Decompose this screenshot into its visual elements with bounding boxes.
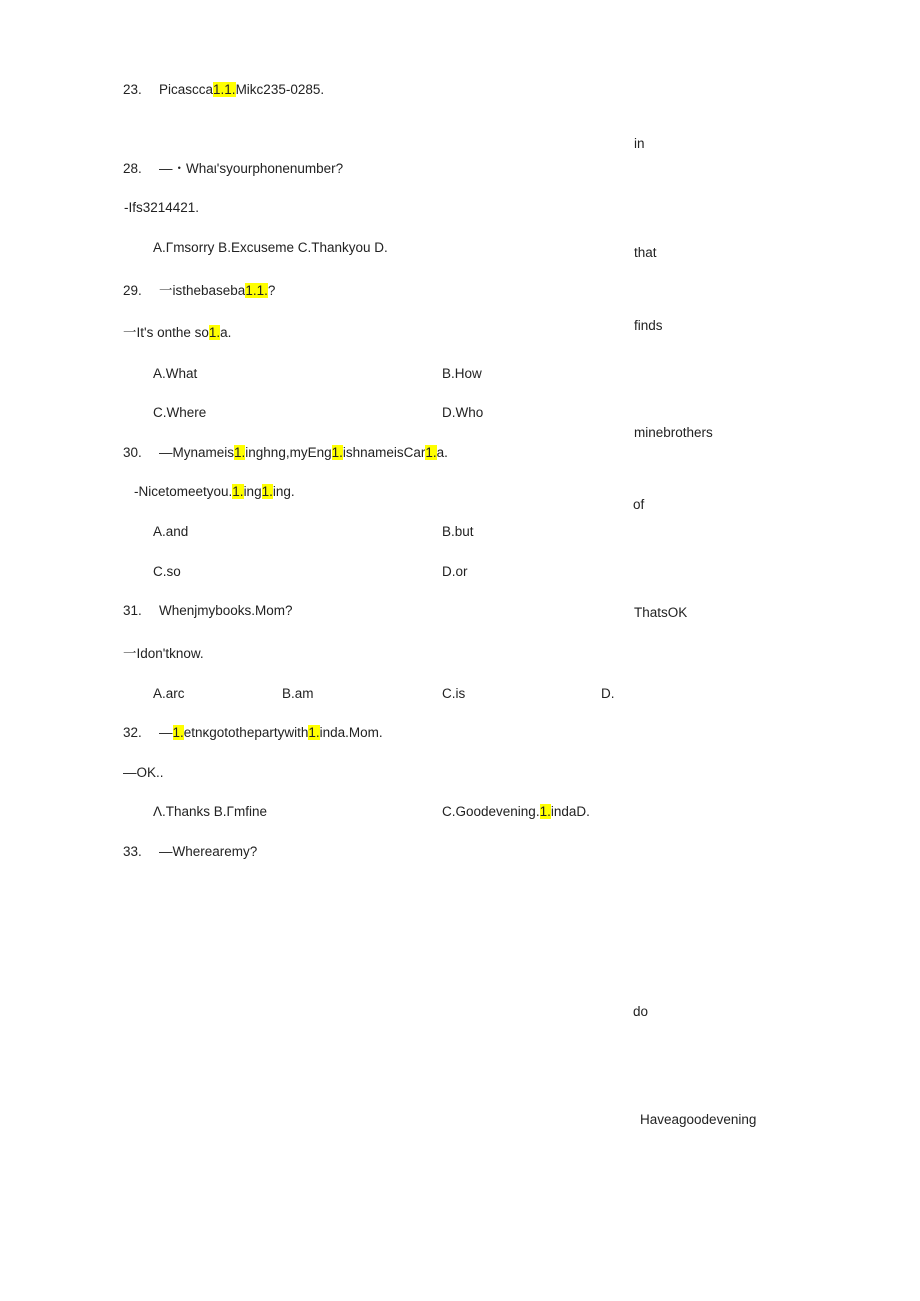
q28-answer: -Ifs3214421.: [124, 200, 200, 215]
q29-highlight: 1.1.: [245, 283, 268, 298]
q32-highlight-1: 1.: [172, 725, 184, 740]
q30-highlight-3: 1.: [425, 445, 437, 460]
q29-number: 29.: [123, 283, 142, 298]
q30-highlight-2: 1.: [331, 445, 343, 460]
q31-prompt: Whenjmybooks.Mom?: [159, 603, 293, 618]
q30-option-c: C.so: [153, 564, 181, 579]
q29-prompt: [159, 281, 275, 301]
q32-prompt: [159, 723, 383, 743]
q30-p2: inghng,myEng: [245, 445, 332, 460]
q29-answer-highlight: 1.: [208, 325, 221, 340]
q30-response: [134, 482, 295, 502]
q30-r2: ing: [243, 484, 262, 499]
q33-number: 33.: [123, 844, 142, 859]
side-word: do: [633, 1004, 649, 1019]
q29-option-a: A.What: [153, 366, 198, 381]
q32-option-highlight: 1.: [539, 804, 551, 819]
q30-r3: ing.: [272, 484, 295, 499]
q23-number: 23.: [123, 82, 142, 97]
q29-answer: [123, 323, 231, 343]
q32-option-c1: C.Goodevening.: [442, 804, 540, 819]
q31-option-c: C.is: [442, 686, 466, 701]
q32-p0: —: [159, 725, 173, 740]
side-word: Haveagoodevening: [640, 1112, 757, 1127]
q29-prompt-b: ?: [267, 283, 276, 298]
q30-option-d: D.or: [442, 564, 468, 579]
side-word: in: [634, 136, 645, 151]
q32-highlight-2: 1.: [308, 725, 320, 740]
q28-options: A.Γmsorry B.Excuseme C.Thankyou D.: [153, 240, 388, 255]
q32-option-c: [442, 802, 590, 822]
q31-option-a: A.arc: [153, 686, 185, 701]
side-word: finds: [634, 318, 663, 333]
q32-option-c2: indaD.: [550, 804, 590, 819]
side-word: ThatsOK: [634, 605, 688, 620]
q31-option-b: B.am: [282, 686, 314, 701]
q30-response-highlight-2: 1.: [261, 484, 273, 499]
q23-text-a: Picascca: [159, 82, 214, 97]
q30-number: 30.: [123, 445, 142, 460]
q23-text-b: Mikc235-0285.: [235, 82, 325, 97]
q30-prompt: [159, 443, 448, 463]
q30-option-a: A.and: [153, 524, 189, 539]
q30-p1: —Mynameis: [159, 445, 235, 460]
q30-response-highlight-1: 1.: [232, 484, 244, 499]
q31-option-d: D.: [601, 686, 615, 701]
q29-answer-b: a.: [220, 325, 232, 340]
q33-prompt: —Wherearemy?: [159, 844, 258, 859]
q30-highlight-1: 1.: [234, 445, 246, 460]
q28-number: 28.: [123, 161, 142, 176]
q32-number: 32.: [123, 725, 142, 740]
q29-answer-a: 一It's onthe so: [123, 325, 209, 340]
q31-answer: 一Idon'tknow.: [123, 646, 204, 661]
side-word: of: [633, 497, 645, 512]
q23-text: [159, 80, 324, 100]
q29-option-b: B.How: [442, 366, 482, 381]
q31-number: 31.: [123, 603, 142, 618]
q30-option-b: B.but: [442, 524, 474, 539]
q28-prompt: —・Whaι'syourphonenumber?: [159, 161, 344, 176]
q32-answer: —OK..: [123, 765, 164, 780]
q30-r1: -Nicetomeetyou.: [134, 484, 233, 499]
side-word: that: [634, 245, 657, 260]
q30-p3: ishnameisCar: [342, 445, 426, 460]
side-word: minebrothers: [634, 425, 713, 440]
q29-option-c: C.Where: [153, 405, 207, 420]
q32-p2: inda.Mom.: [319, 725, 383, 740]
q32-p1: etnκgotothepartywith: [183, 725, 309, 740]
q29-option-d: D.Who: [442, 405, 484, 420]
q30-p4: a.: [436, 445, 448, 460]
q32-options-ab: Λ.Thanks B.Γmfine: [153, 804, 267, 819]
q29-prompt-a: 一isthebaseba: [159, 283, 246, 298]
q23-highlight: 1.1.: [213, 82, 236, 97]
